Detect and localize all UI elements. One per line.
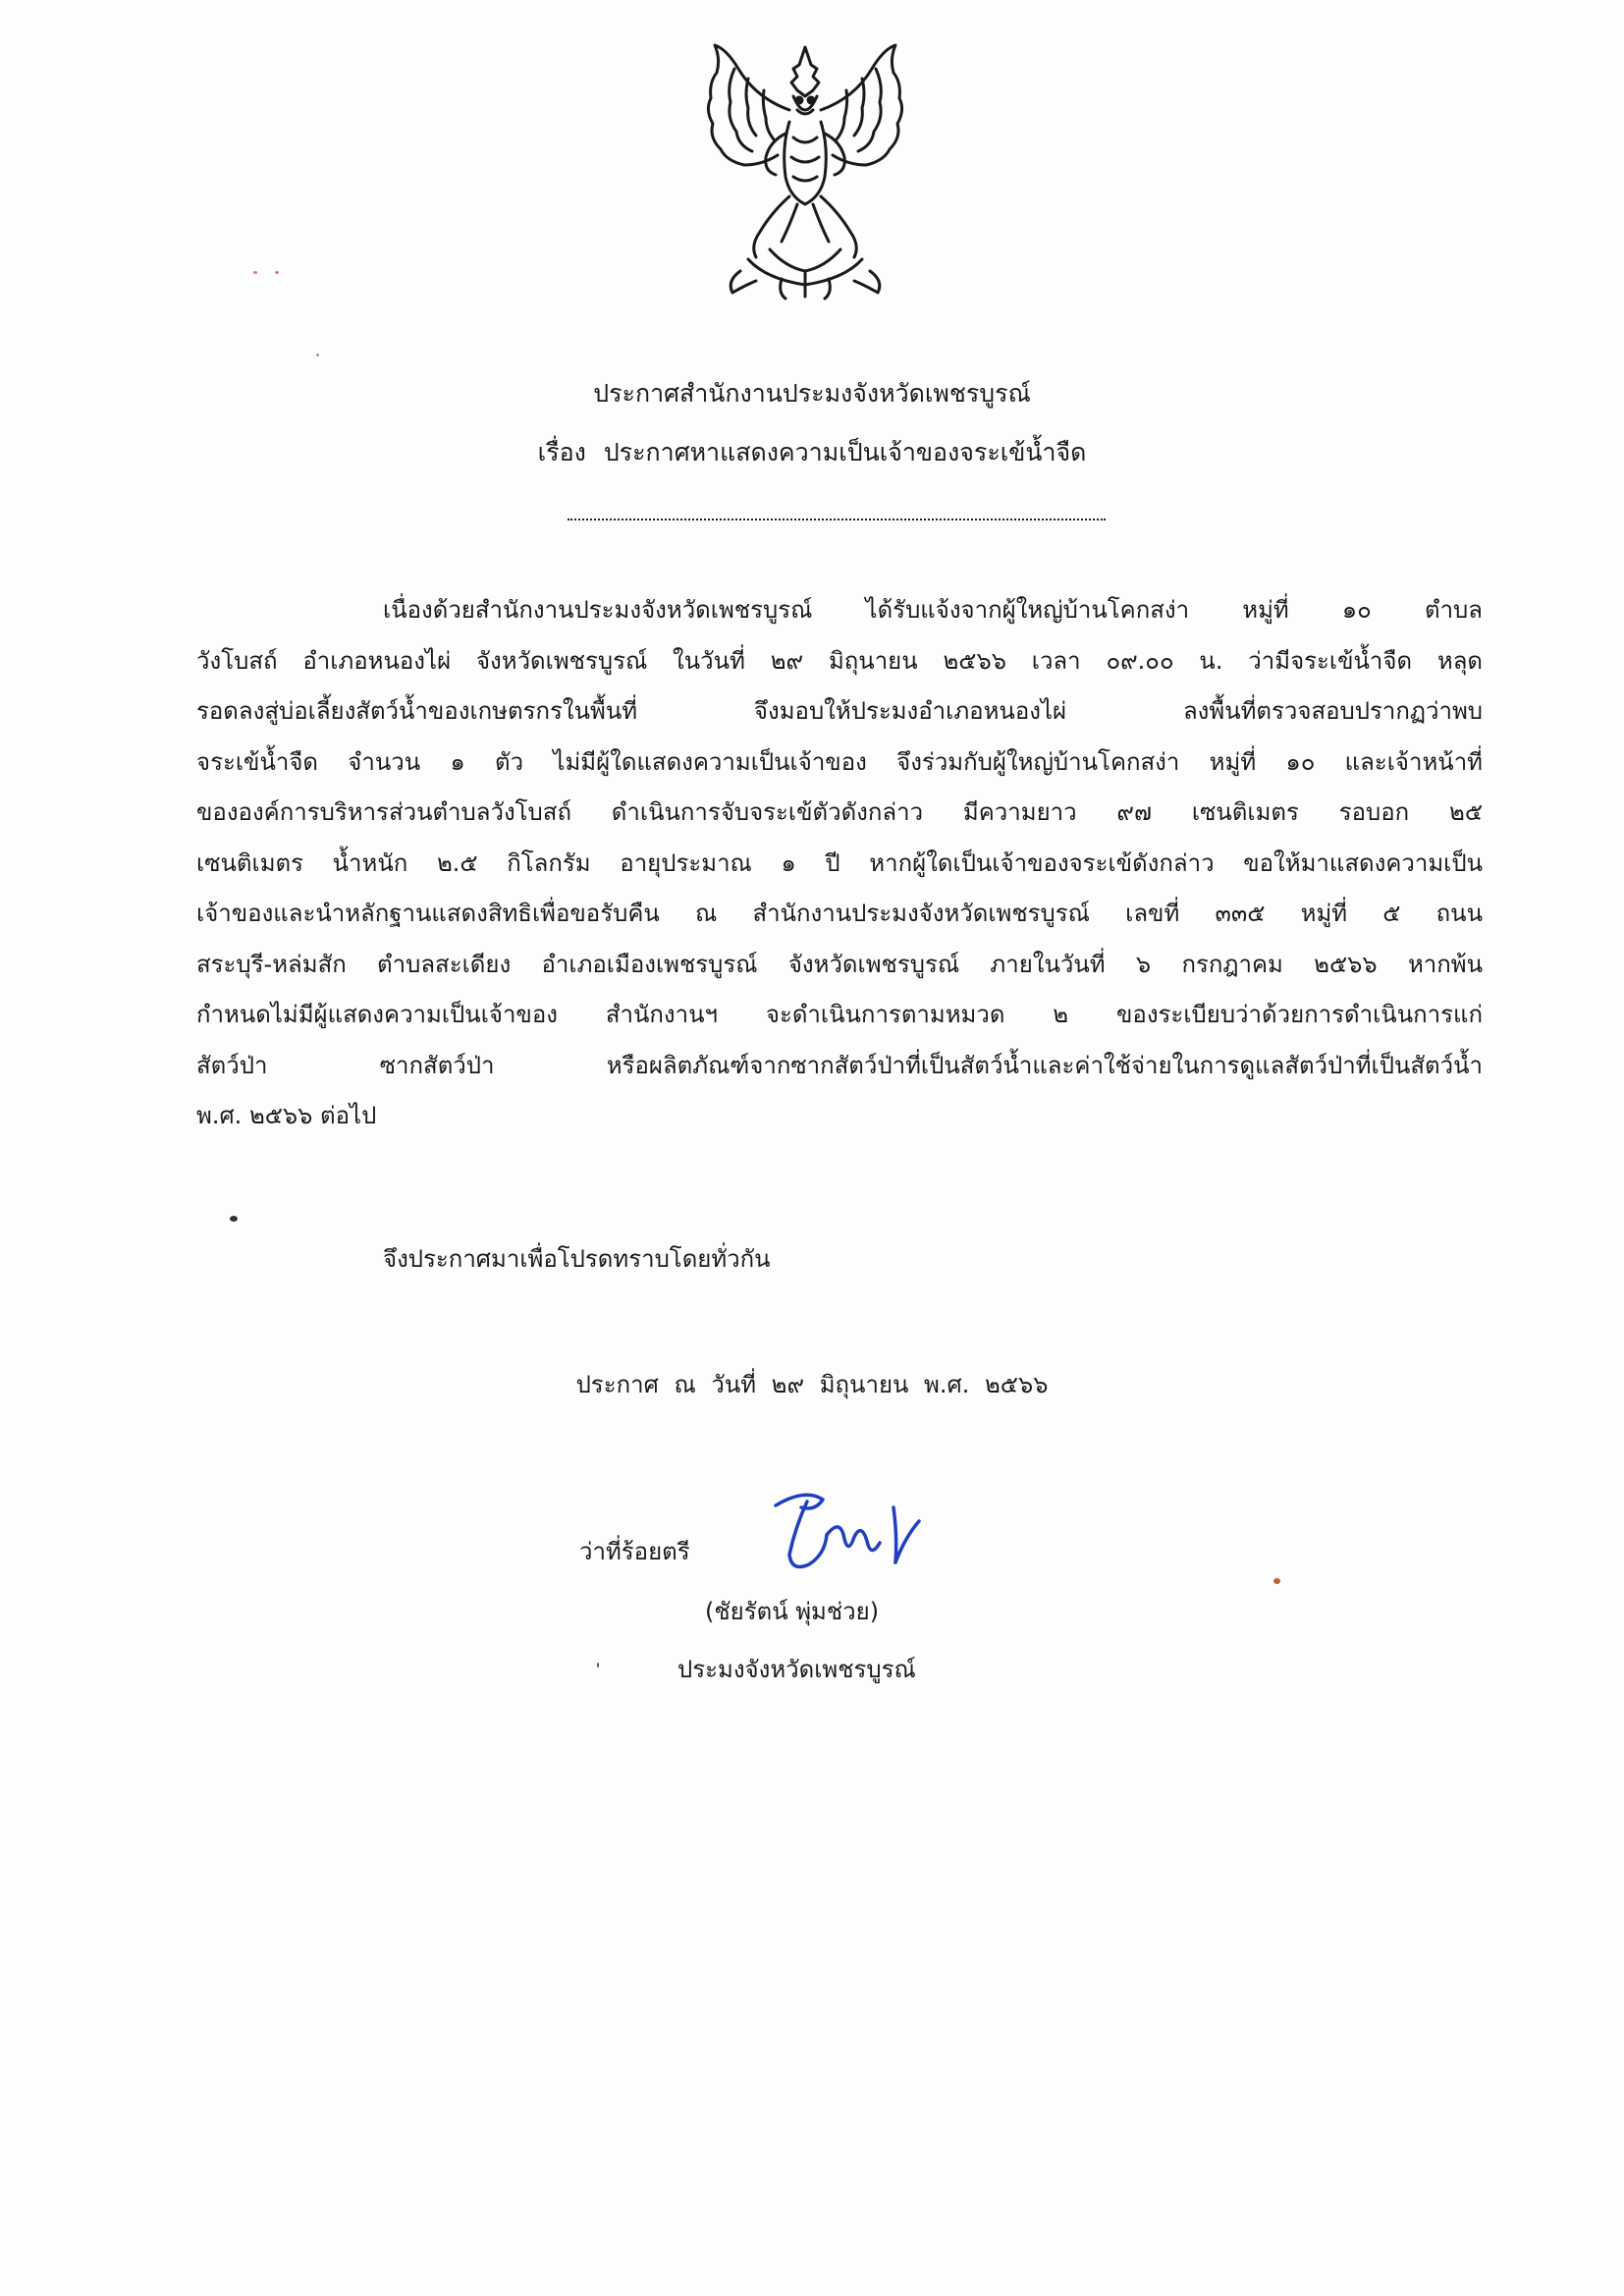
signer-position: ประมงจังหวัดเพชรบูรณ์ [677, 1656, 916, 1683]
dotted-divider [568, 519, 1106, 520]
body-line: พ.ศ. ๒๕๖๖ ต่อไป [196, 1102, 377, 1129]
body-line: จระเข้น้ำจืด จำนวน ๑ ตัว ไม่มีผู้ใดแสดงความเป็นเจ้าของ จึงร่วมกับผู้ใหญ่บ้านโคกสง่า หมู่ที่ ๑๐ และเจ้าหน้าที่ [196, 747, 1483, 776]
body-line: รอดลงสู่บ่อเลี้ยงสัตว์น้ำของเกษตรกรในพื้นที่ จึงมอบให้ประมงอำเภอหนองไผ่ ลงพื้นที่ตรวจสอบปรากฏว่าพบ [196, 697, 1483, 725]
scan-speck [230, 1216, 238, 1222]
signer-name: (ชัยรัตน์ พุ่มช่วย) [705, 1598, 880, 1625]
scan-speck [316, 354, 319, 356]
scan-speck [253, 271, 257, 274]
signer-rank: ว่าที่ร้อยตรี [579, 1538, 690, 1565]
announcement-title: ประกาศสำนักงานประมงจังหวัดเพชรบูรณ์ [593, 379, 1031, 408]
subject-label: เรื่อง [537, 438, 586, 466]
garuda-emblem-icon [687, 39, 923, 304]
body-line: กำหนดไม่มีผู้แสดงความเป็นเจ้าของ สำนักงานฯ จะดำเนินการตามหมวด ๒ ของระเบียบว่าด้วยการดำเนินการแก่ [196, 1001, 1483, 1028]
body-line: สัตว์ป่า ซากสัตว์ป่า หรือผลิตภัณฑ์จากซากสัตว์ป่าที่เป็นสัตว์น้ำและค่าใช้จ่ายในการดูแลสัตว์ป่าที่เป็นสัตว์น้ำ [196, 1051, 1483, 1079]
subject-text: ประกาศหาแสดงความเป็นเจ้าของจระเข้น้ำจืด [603, 438, 1087, 466]
body-line: เซนติเมตร น้ำหนัก ๒.๕ กิโลกรัม อายุประมาณ ๑ ปี หากผู้ใดเป็นเจ้าของจระเข้ดังกล่าว ขอให้มาแสดงความเป็น [196, 848, 1483, 877]
body-line: วังโบสถ์ อำเภอหนองไผ่ จังหวัดเพชรบูรณ์ ในวันที่ ๒๙ มิถุนายน ๒๕๖๖ เวลา ๐๙.๐๐ น. ว่ามีจระเข้น้ำจืด หลุด [196, 646, 1483, 675]
body-line: เจ้าของและนำหลักฐานแสดงสิทธิเพื่อขอรับคืน ณ สำนักงานประมงจังหวัดเพชรบูรณ์ เลขที่ ๓๓๕ หมู่ที่ ๕ ถนน [196, 900, 1483, 927]
handwritten-signature [746, 1478, 962, 1586]
scan-speck [275, 271, 279, 274]
closing-statement: จึงประกาศมาเพื่อโปรดทราบโดยทั่วกัน [383, 1245, 771, 1273]
body-line: สระบุรี-หล่มสัก ตำบลสะเดียง อำเภอเมืองเพชรบูรณ์ จังหวัดเพชรบูรณ์ ภายในวันที่ ๖ กรกฎาคม ๒๕๖๖ หากพ้น [196, 950, 1483, 978]
body-paragraph [196, 585, 1483, 1142]
scan-speck [597, 1663, 599, 1667]
body-line: เนื่องด้วยสำนักงานประมงจังหวัดเพชรบูรณ์ ได้รับแจ้งจากผู้ใหญ่บ้านโคกสง่า หมู่ที่ ๑๐ ตำบล [383, 596, 1483, 624]
announcement-subject-line [0, 436, 1624, 469]
announcement-date: ประกาศ ณ วันที่ ๒๙ มิถุนายน พ.ศ. ๒๕๖๖ [575, 1371, 1049, 1398]
body-line: ขององค์การบริหารส่วนตำบลวังโบสถ์ ดำเนินการจับจระเข้ตัวดังกล่าว มีความยาว ๙๗ เซนติเมตร รอบอก ๒๕ [196, 798, 1483, 826]
scan-speck [1273, 1578, 1280, 1584]
